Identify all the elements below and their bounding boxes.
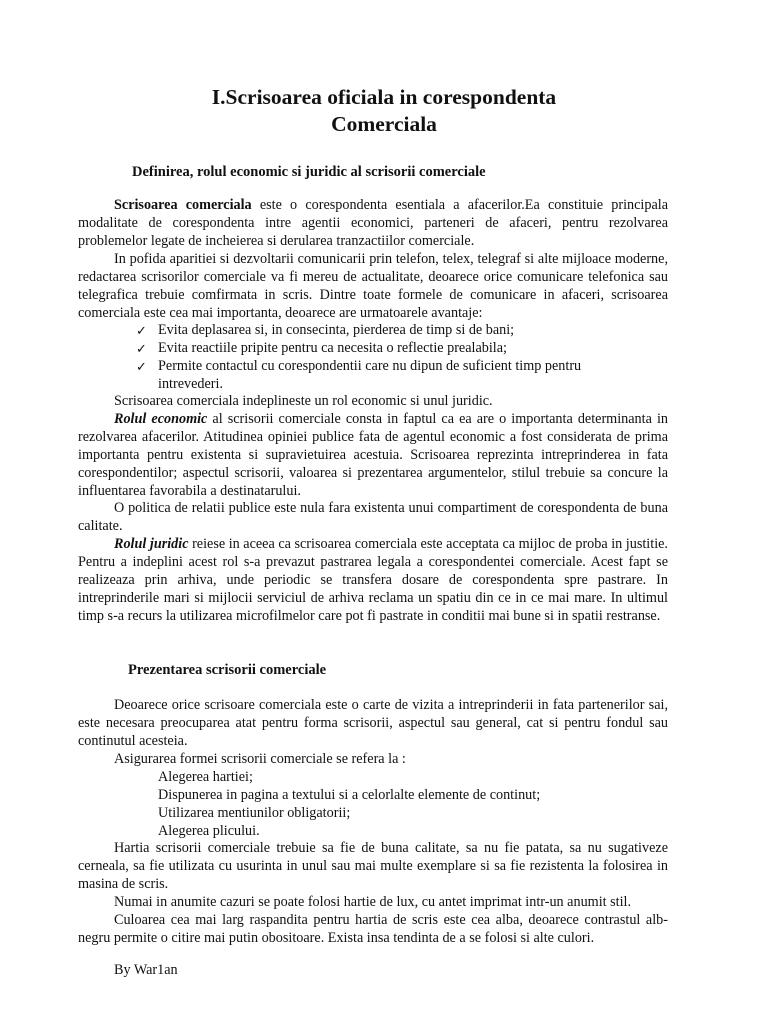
paragraph-form: Asigurarea formei scrisorii comerciale se refera la :: [114, 751, 406, 767]
list-item: Alegerea hartiei;: [158, 769, 253, 785]
paragraph-visiting-card: Deoarece orice scrisoare comerciala este o carte de vizita a intreprinderii in fata partenerilor sai, este necesara preocuparea atat pentru forma scrisorii, aspectul sau general, cat si pentru fondul sau continutul acesteia.: [78, 697, 668, 749]
section-heading-presentation: Prezentarea scrisorii comerciale: [128, 662, 327, 678]
paragraph-intro: [78, 197, 668, 251]
paragraph-public-relations: O politica de relatii publice este nula fara existenta unui compartiment de corespondenta de buna calitate.: [78, 500, 668, 534]
section-heading-definition: Definirea, rolul economic si juridic al scrisorii comerciale: [132, 164, 486, 180]
title-line-1: I.Scrisoarea oficiala in corespondenta: [211, 85, 557, 109]
paragraph-roles: Scrisoarea comerciala indeplineste un rol economic si unul juridic.: [114, 393, 493, 409]
document-title: [0, 84, 768, 138]
checkmark-icon: ✓: [136, 340, 147, 356]
term-scrisoarea-comerciala: Scrisoarea comerciala: [114, 197, 252, 213]
paragraph-paper-color: Culoarea cea mai larg raspandita pentru hartia de scris este cea alba, deoarece contrastul alb-negru permite o citire mai putin obositoare. Exista insa tendinta de a se folosi si alte culori.: [78, 912, 668, 946]
term-rolul-economic: Rolul economic: [114, 411, 208, 427]
list-item: ✓ Evita reactiile pripite pentru ca necesita o reflectie prealabila;: [136, 339, 507, 356]
term-rolul-juridic: Rolul juridic: [114, 536, 189, 552]
checkmark-icon: ✓: [136, 358, 147, 374]
paragraph-luxury-paper: Numai in anumite cazuri se poate folosi hartie de lux, cu antet imprimat intr-un anumit stil.: [114, 894, 632, 910]
advantages-list: [136, 322, 616, 394]
paragraph-advantages-text: In pofida aparitiei si dezvoltarii comunicarii prin telefon, telex, telegraf si alte mijloace moderne, redactarea scrisorilor comerciale va fi mereu de actualitate, deoarece orice comunicare telefonica sau telegrafica trebuie comfirmata in scris. Dintre toate formele de comunicare in afaceri, scrisoarea comerciala este cea mai importanta, deoarece are urmatoarele avantaje:: [78, 251, 668, 321]
list-item: Utilizarea mentiunilor obligatorii;: [158, 804, 351, 821]
paragraph-paper-quality: Hartia scrisorii comerciale trebuie sa fie de buna calitate, sa nu fie patata, sa nu sugativeze cerneala, sa fie utilizata cu usurinta in unul sau mai multe exemplare si sa fie rezistenta la folosirea in masina de scris.: [78, 840, 668, 892]
form-items-list: [158, 769, 540, 841]
paragraph-economic-role: Rolul economic al scrisorii comerciale consta in faptul ca ea are o importanta determinanta in rezolvarea afacerilor. Atitudinea opiniei publice fata de agentul economic a fost considerata de prima importanta pentru existenta si supravietuirea acestuia. Scrisoarea reprezinta intreprinderea in fata corespondentilor; aspectul scrisorii, valoarea si prezentarea argumentelor, stilul trebuie sa concure la influentarea favorabila a destinatarului.: [78, 411, 668, 499]
paragraph-advantages: [78, 251, 668, 323]
list-item: ✓ Evita deplasarea si, in consecinta, pierderea de timp si de bani;: [136, 322, 515, 338]
paragraph-juridical-role: Rolul juridic reiese in aceea ca scrisoarea comerciala este acceptata ca mijloc de proba in justitie. Pentru a indeplini acest rol s-a prevazut pastrarea legala a corespondentei comerciale. Acest fapt se realizeaza prin arhiva, unde periodic se transfera dosare de corespondenta spre pastrare. In intreprinderile mari si mijlocii serviciul de arhiva reclama un spatiu din ce in ce mai mare. In ultimul timp s-a recurs la utilizarea microfilmelor care pot fi pastrate in conditii mai bune si in spatii restranse.: [78, 536, 668, 624]
signature: By War1an: [114, 962, 178, 978]
title-line-2: Comerciala: [331, 112, 437, 136]
paragraph-intro-text: este o corespondenta esentiala a afacerilor.Ea constituie principala modalitate de corespondenta intre agentii economici, parteneri de afaceri, pentru rezolvarea problemelor legate de incheierea si derularea tranzactiilor comerciale.: [78, 197, 668, 249]
list-item: Alegerea plicului.: [158, 822, 260, 839]
list-item: Dispunerea in pagina a textului si a celorlalte elemente de continut;: [158, 786, 541, 803]
checkmark-icon: ✓: [136, 323, 147, 338]
list-item: ✓ Permite contactul cu corespondentii care nu dipun de suficient timp pentru intrevederi.: [136, 357, 582, 392]
